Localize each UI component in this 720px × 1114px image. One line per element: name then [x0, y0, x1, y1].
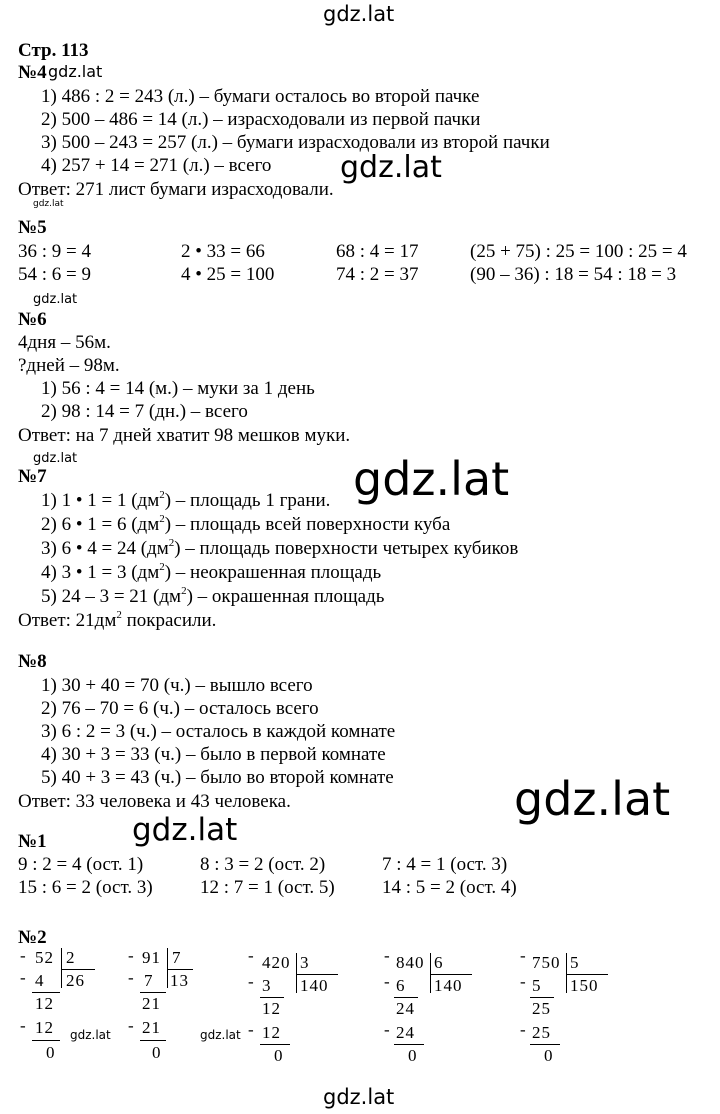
watermark-small: gdz.lat [70, 1028, 111, 1042]
task-1-heading: №1 [18, 831, 47, 852]
division-bar [61, 948, 62, 988]
subtract-line [394, 1044, 424, 1045]
task-1-cell: 8 : 3 = 2 (ост. 2) [200, 854, 326, 875]
subtrahend: 21 [142, 1018, 161, 1037]
task-6-condition: ?дней – 98м. [18, 355, 120, 376]
subtract-line [140, 1040, 166, 1041]
divisor: 7 [172, 948, 182, 967]
division-bar [430, 953, 431, 993]
task-7-step: 3) 6 • 4 = 24 $(дм^2)$ – площадь поверхности четырех кубиков [41, 536, 519, 559]
subtract-line [140, 992, 166, 993]
subtrahend: 25 [532, 1023, 551, 1042]
task-2-heading: №2 [18, 927, 47, 948]
subtrahend: 24 [396, 1023, 415, 1042]
divisor: 5 [570, 953, 580, 972]
task-5-cell: (90 – 36) : 18 = 54 : 18 = 3 [470, 264, 677, 285]
task-5-cell: 54 : 6 = 9 [18, 264, 91, 285]
task-8-heading: №8 [18, 651, 47, 672]
subtract-line [260, 997, 284, 998]
subtrahend: 3 [262, 976, 272, 995]
page-title: Стр. 113 [18, 40, 89, 61]
task-5-heading: №5 [18, 217, 47, 238]
dividend: 840 [396, 953, 425, 972]
watermark-bottom: gdz.lat [323, 1085, 395, 1109]
task-7-answer: Ответ: $21дм^2$ покрасили. [18, 608, 217, 631]
quotient-line [296, 974, 338, 975]
quotient-line [566, 974, 608, 975]
remainder: 21 [142, 994, 161, 1013]
task-4-answer: Ответ: 271 лист бумаги израсходовали. [18, 179, 334, 200]
division-bar [566, 953, 567, 993]
remainder: 0 [274, 1046, 284, 1065]
remainder: 12 [262, 999, 281, 1018]
quotient: 150 [570, 976, 599, 995]
minus-sign: - [248, 972, 255, 991]
division-bar [296, 953, 297, 993]
task-1-cell: 9 : 2 = 4 (ост. 1) [18, 854, 144, 875]
minus-sign: - [128, 968, 135, 987]
quotient: 26 [66, 971, 85, 990]
subtrahend: 5 [532, 976, 542, 995]
task-1-cell: 12 : 7 = 1 (ост. 5) [200, 877, 335, 898]
quotient-line [167, 969, 193, 970]
task-1-cell: 7 : 4 = 1 (ост. 3) [382, 854, 508, 875]
subtract-line [530, 1044, 560, 1045]
task-8-answer: Ответ: 33 человека и 43 человека. [18, 791, 291, 812]
dividend: 750 [532, 953, 561, 972]
division-bar [167, 948, 168, 988]
divisor: 2 [66, 948, 76, 967]
minus-sign: - [20, 946, 27, 965]
watermark-small: gdz.lat [33, 451, 78, 466]
task-4-heading: №4 [18, 62, 47, 83]
quotient-line [61, 969, 95, 970]
watermark-medium: gdz.lat [132, 812, 238, 848]
task-6-step: 1) 56 : 4 = 14 (м.) – муки за 1 день [41, 378, 315, 399]
watermark-top: gdz.lat [323, 2, 395, 26]
subtrahend: 12 [262, 1023, 281, 1042]
task-5-cell: 2 • 33 = 66 [181, 241, 265, 262]
long-division [520, 946, 630, 1076]
task-8-step: 1) 30 + 40 = 70 (ч.) – вышло всего [41, 675, 313, 696]
task-4-step: 4) 257 + 14 = 271 (л.) – всего [41, 155, 272, 176]
divisor: 3 [300, 953, 310, 972]
dividend: 420 [262, 953, 291, 972]
watermark-large: gdz.lat [514, 772, 671, 826]
task-5-cell: (25 + 75) : 25 = 100 : 25 = 4 [470, 241, 687, 262]
remainder: 24 [396, 999, 415, 1018]
task-8-step: 5) 40 + 3 = 43 (ч.) – было во второй комнате [41, 767, 394, 788]
task-8-step: 3) 6 : 2 = 3 (ч.) – осталось в каждой комнате [41, 721, 396, 742]
long-division [248, 946, 358, 1076]
watermark-small: gdz.lat [33, 292, 78, 307]
minus-sign: - [20, 968, 27, 987]
remainder: 12 [35, 994, 54, 1013]
task-8-step: 4) 30 + 3 = 33 (ч.) – было в первой комнате [41, 744, 386, 765]
watermark-small: gdz.lat [200, 1028, 241, 1042]
task-5-cell: 36 : 9 = 4 [18, 241, 91, 262]
remainder: 0 [408, 1046, 418, 1065]
dividend: 91 [142, 948, 161, 967]
minus-sign: - [20, 1016, 27, 1035]
subtrahend: 12 [35, 1018, 54, 1037]
quotient-line [430, 974, 472, 975]
task-5-cell: 4 • 25 = 100 [181, 264, 275, 285]
task-4-step: 2) 500 – 486 = 14 (л.) – израсходовали из первой пачки [41, 109, 481, 130]
task-5-cell: 74 : 2 = 37 [336, 264, 419, 285]
remainder: 0 [152, 1043, 162, 1062]
long-division [384, 946, 494, 1076]
subtract-line [32, 992, 60, 993]
subtrahend: 4 [35, 971, 45, 990]
remainder: 25 [532, 999, 551, 1018]
minus-sign: - [520, 1020, 527, 1039]
minus-sign: - [128, 946, 135, 965]
task-7-step: 2) 6 • 1 = 6 $(дм^2)$ – площадь всей поверхности куба [41, 512, 451, 535]
task-7-step: 5) 24 – 3 = 21 $(дм^2)$ – окрашенная площадь [41, 584, 385, 607]
quotient: 13 [170, 971, 189, 990]
subtrahend: 6 [396, 976, 406, 995]
subtract-line [530, 997, 554, 998]
subtract-line [32, 1040, 60, 1041]
quotient: 140 [300, 976, 329, 995]
subtract-line [260, 1044, 290, 1045]
task-7-step: 4) 3 • 1 = 3 $(дм^2)$ – неокрашенная площадь [41, 560, 382, 583]
long-division [20, 946, 110, 1076]
subtrahend: 7 [144, 971, 154, 990]
task-8-step: 2) 76 – 70 = 6 (ч.) – осталось всего [41, 698, 319, 719]
task-1-cell: 15 : 6 = 2 (ост. 3) [18, 877, 153, 898]
task-6-step: 2) 98 : 14 = 7 (дн.) – всего [41, 401, 248, 422]
watermark-small: gdz.lat [48, 62, 103, 81]
quotient: 140 [434, 976, 463, 995]
minus-sign: - [128, 1016, 135, 1035]
task-4-step: 3) 500 – 243 = 257 (л.) – бумаги израсходовали из второй пачки [41, 132, 550, 153]
minus-sign: - [248, 946, 255, 965]
task-7-heading: №7 [18, 466, 47, 487]
subtract-line [394, 997, 418, 998]
watermark-large: gdz.lat [340, 150, 442, 185]
task-6-heading: №6 [18, 309, 47, 330]
minus-sign: - [384, 1020, 391, 1039]
minus-sign: - [384, 972, 391, 991]
minus-sign: - [520, 972, 527, 991]
remainder: 0 [544, 1046, 554, 1065]
minus-sign: - [248, 1020, 255, 1039]
remainder: 0 [46, 1043, 56, 1062]
task-5-cell: 68 : 4 = 17 [336, 241, 419, 262]
task-1-cell: 14 : 5 = 2 (ост. 4) [382, 877, 517, 898]
watermark-large: gdz.lat [353, 452, 510, 506]
minus-sign: - [384, 946, 391, 965]
task-7-step: 1) 1 • 1 = 1 $(дм^2)$ – площадь 1 грани. [41, 488, 331, 511]
divisor: 6 [434, 953, 444, 972]
minus-sign: - [520, 946, 527, 965]
task-6-condition: 4дня – 56м. [18, 332, 111, 353]
task-4-step: 1) 486 : 2 = 243 (л.) – бумаги осталось во второй пачке [41, 86, 480, 107]
dividend: 52 [35, 948, 54, 967]
long-division [128, 946, 218, 1076]
task-6-answer: Ответ: на 7 дней хватит 98 мешков муки. [18, 425, 351, 446]
watermark-tiny: gdz.lat [33, 199, 64, 209]
